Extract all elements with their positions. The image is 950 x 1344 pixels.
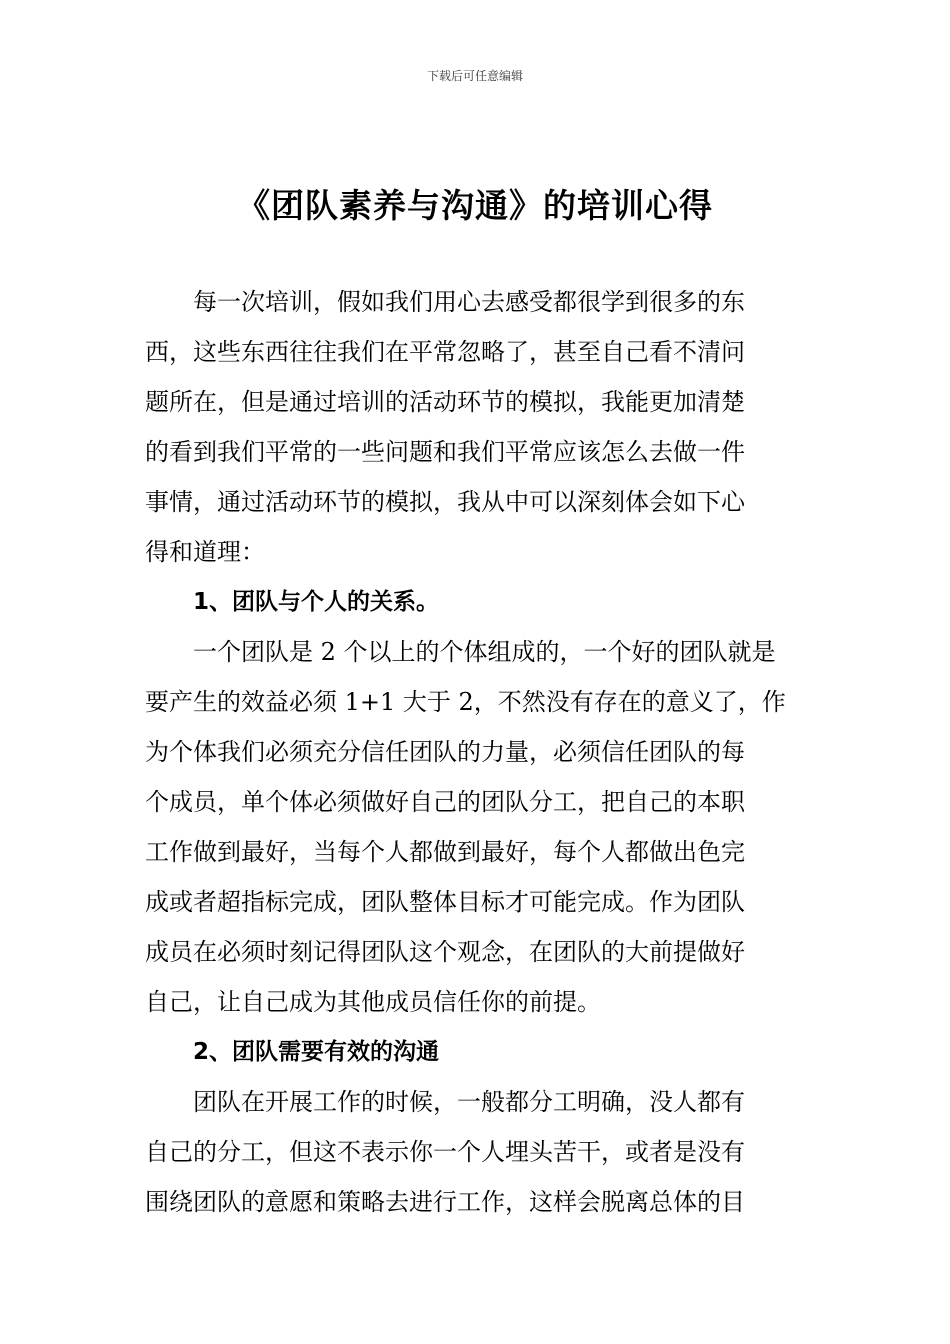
paragraph-line: 成或者超指标完成，团队整体目标才可能完成。作为团队 — [145, 888, 745, 916]
paragraph-line: 事情，通过活动环节的模拟，我从中可以深刻体会如下心 — [145, 488, 745, 516]
paragraph-line: 围绕团队的意愿和策略去进行工作，这样会脱离总体的目 — [145, 1188, 745, 1216]
paragraph-line: 个成员，单个体必须做好自己的团队分工，把自己的本职 — [145, 788, 745, 816]
section-heading: 1、团队与个人的关系。 — [193, 589, 440, 615]
paragraph-line: 自己的分工，但这不表示你一个人埋头苦干，或者是没有 — [145, 1138, 745, 1166]
paragraph-line: 西，这些东西往往我们在平常忽略了，甚至自己看不清问 — [145, 338, 745, 366]
paragraph-line: 得和道理： — [145, 538, 265, 566]
document-title: 《团队素养与沟通》的培训心得 — [237, 186, 713, 225]
paragraph-line: 每一次培训，假如我们用心去感受都很学到很多的东 — [193, 288, 745, 316]
paragraph-line: 一个团队是 2 个以上的个体组成的，一个好的团队就是 — [193, 638, 776, 666]
paragraph-line: 题所在，但是通过培训的活动环节的模拟，我能更加清楚 — [145, 388, 745, 416]
paragraph-line: 自己，让自己成为其他成员信任你的前提。 — [145, 988, 601, 1016]
paragraph-line: 工作做到最好，当每个人都做到最好，每个人都做出色完 — [145, 838, 745, 866]
paragraph-line: 要产生的效益必须 1+1 大于 2，不然没有存在的意义了，作 — [145, 688, 786, 716]
paragraph-line: 成员在必须时刻记得团队这个观念，在团队的大前提做好 — [145, 938, 745, 966]
section-heading: 2、团队需要有效的沟通 — [193, 1039, 440, 1065]
paragraph-line: 的看到我们平常的一些问题和我们平常应该怎么去做一件 — [145, 438, 745, 466]
header-note: 下载后可任意编辑 — [426, 69, 523, 83]
paragraph-line: 团队在开展工作的时候，一般都分工明确，没人都有 — [193, 1088, 745, 1116]
document-body — [145, 277, 810, 1227]
paragraph-line: 为个体我们必须充分信任团队的力量，必须信任团队的每 — [145, 738, 745, 766]
